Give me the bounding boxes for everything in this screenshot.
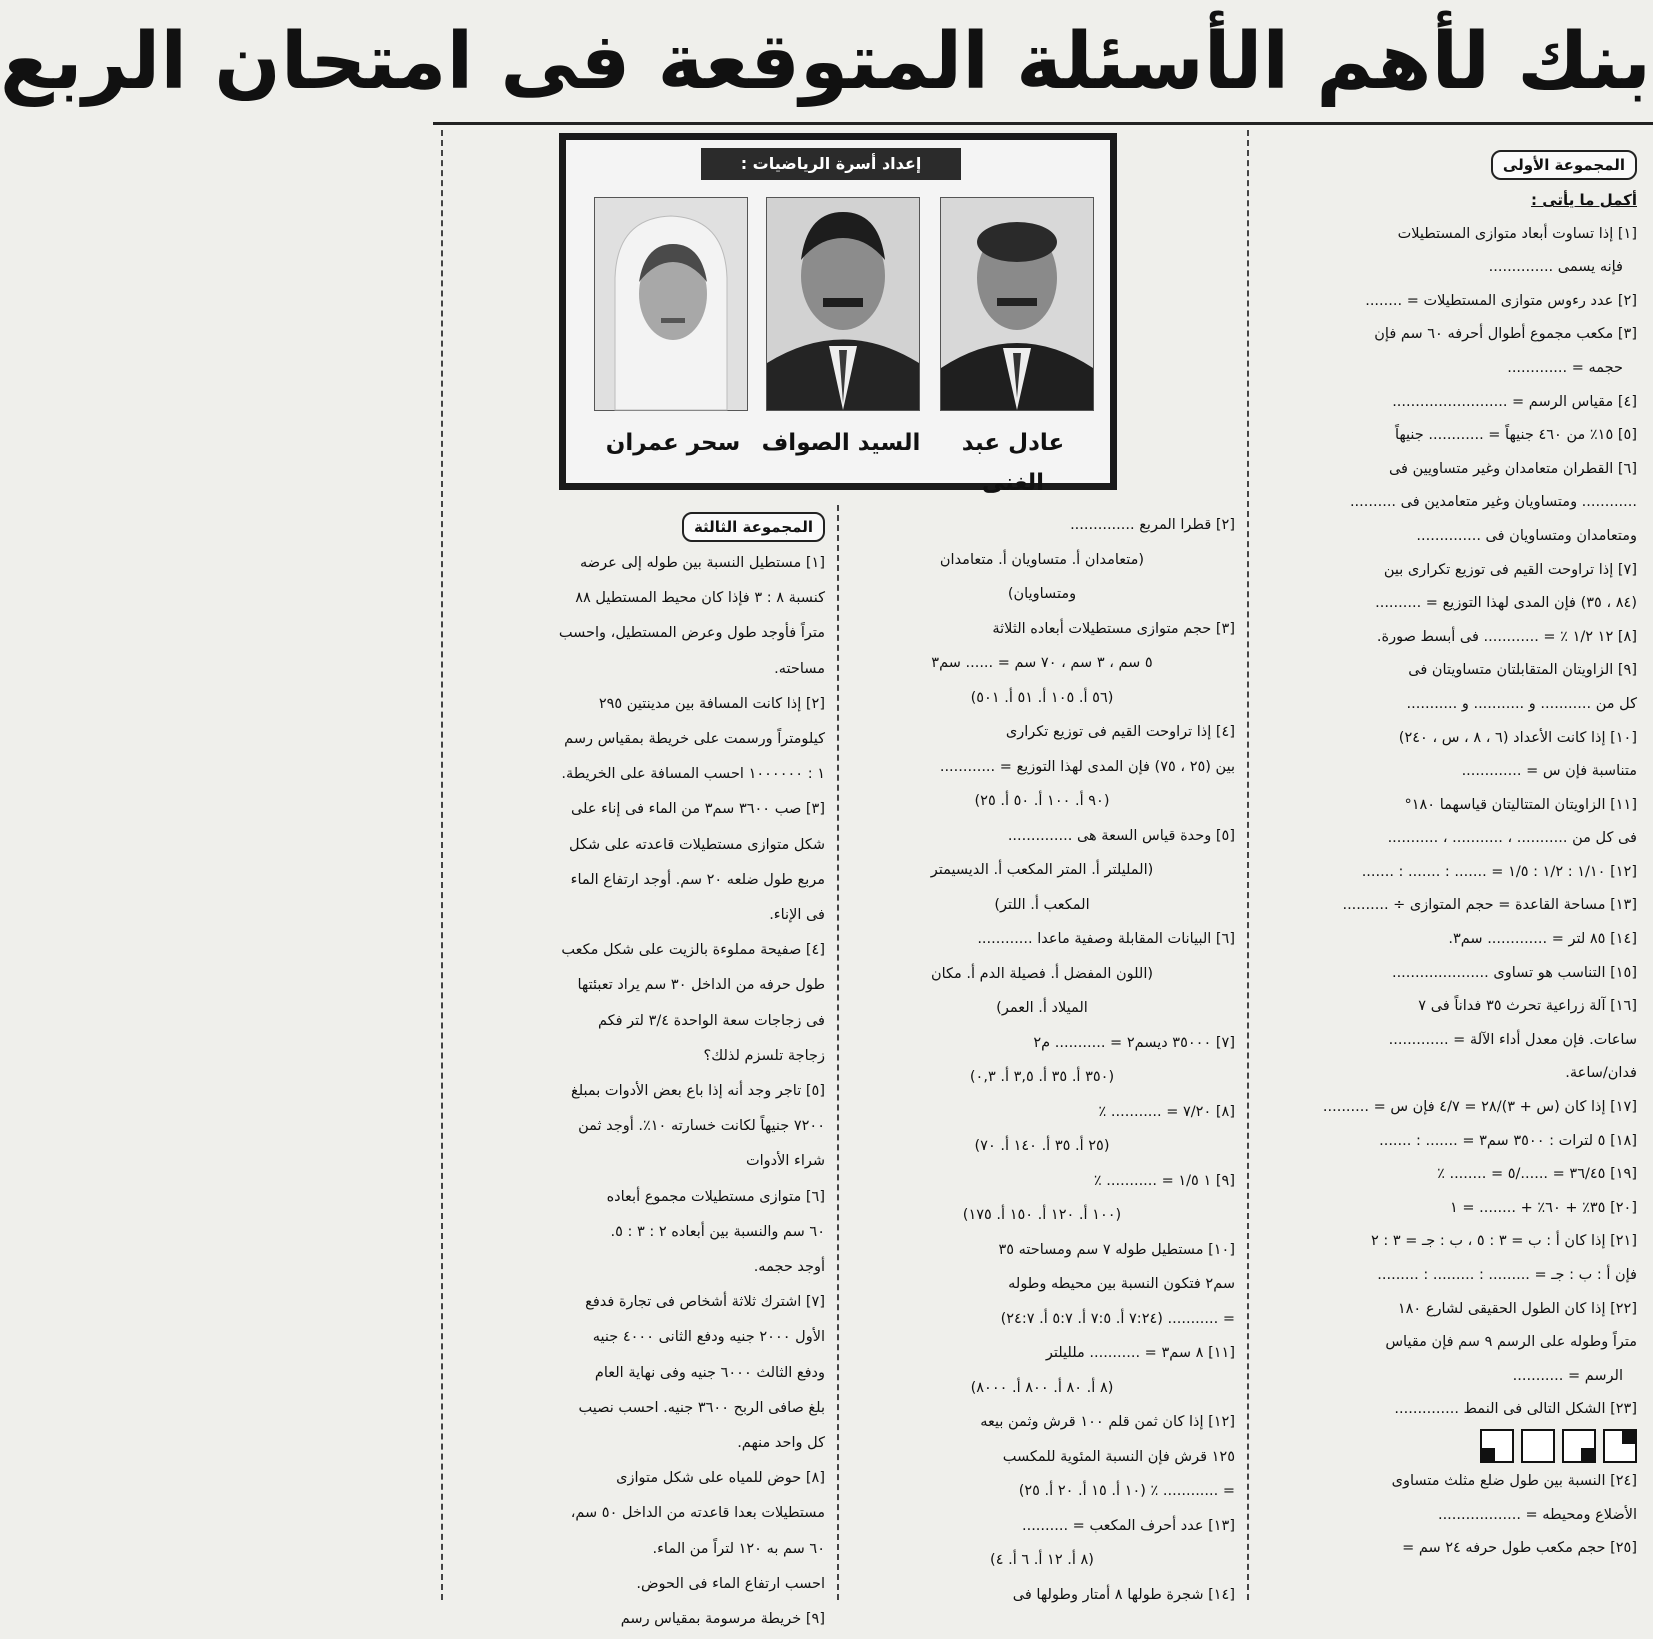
page-edge-divider bbox=[441, 130, 443, 1600]
question-line: = ........... (٧:٢٤ أ. ٧:٥ أ. ٥:٧ أ. ٢٤:٧) bbox=[1000, 1310, 1235, 1327]
question-line: [٦] البيانات المقابلة وصفية ماعدا ............ bbox=[977, 931, 1235, 947]
teacher-name-3: سحر عمران bbox=[605, 430, 741, 456]
question-line: الأول ٢٠٠٠ جنيه ودفع الثانى ٤٠٠٠ جنيه bbox=[592, 1329, 825, 1346]
question-line: [١٣] عدد أحرف المكعب = .......... bbox=[1021, 1517, 1235, 1534]
question-line: [١٧] إذا كان (س + ٣)/٢٨ = ٤/٧ فإن س = .......... bbox=[1322, 1099, 1637, 1116]
question-line: [١٠] مستطيل طوله ٧ سم ومساحته ٣٥ bbox=[998, 1241, 1235, 1258]
photo-teacher-3 bbox=[594, 197, 748, 411]
choices-line: (١٠٠ أ. ١٢٠ أ. ١٥٠ أ. ١٧٥) bbox=[962, 1207, 1122, 1223]
choices-line: (٥٦ أ. ١٠٥ أ. ٥١ أ. ٥٠١) bbox=[970, 689, 1114, 706]
question-line: ١ : ١٠٠٠٠٠٠ احسب المسافة على الخريطة. bbox=[561, 766, 825, 783]
question-line: ٥ سم ، ٣ سم ، ٧٠ سم = ...... سم٣ bbox=[931, 655, 1153, 671]
question-line: [٧] ٣٥٠٠٠ ديسم٢ = ........... م٢ bbox=[1033, 1034, 1235, 1051]
question-line: سم٢ فتكون النسبة بين محيطه وطوله bbox=[1008, 1276, 1235, 1292]
question-line: احسب ارتفاع الماء فى الحوض. bbox=[636, 1575, 825, 1592]
question-line: حجمه = ............. bbox=[1507, 359, 1623, 376]
question-line: فى زجاجات سعة الواحدة ٣/٤ لتر فكم bbox=[597, 1012, 825, 1029]
question-line: مساحته. bbox=[774, 660, 825, 677]
question-line: [١٢] ١/١٠ : ١/٢ : ١/٥ = ....... : ....... : ....... bbox=[1361, 863, 1637, 880]
question-line: [١٤] ٨٥ لتر = ............. سم٣. bbox=[1448, 931, 1637, 948]
question-line: [١٩] ٣٦/٤٥ = ....../٥ = ........ ٪ bbox=[1437, 1166, 1637, 1183]
choices-line: (٨ أ. ١٢ أ. ٦ أ. ٤) bbox=[990, 1552, 1094, 1568]
question-line: فى الإناء. bbox=[769, 907, 825, 924]
question-line: [١١] الزاويتان المتتاليتان قياسهما ١٨٠° bbox=[1404, 796, 1637, 813]
choices-line: (متعامدان أ. متساويان أ. متعامدان bbox=[939, 551, 1145, 568]
choices-line: ومتساويان) bbox=[1007, 586, 1077, 602]
question-line: [١٥] التناسب هو تساوى ..................... bbox=[1391, 964, 1637, 981]
man-portrait-icon bbox=[941, 198, 1093, 410]
question-line: [٢] قطرا المربع .............. bbox=[1070, 517, 1235, 533]
woman-portrait-icon bbox=[595, 198, 747, 410]
photo-teacher-1 bbox=[940, 197, 1094, 411]
question-line: [٢٣] الشكل التالى فى النمط .............. bbox=[1394, 1401, 1637, 1418]
choices-line: (٩٠ أ. ١٠٠ أ. ٥٠ أ. ٢٥) bbox=[974, 793, 1110, 809]
question-line: فى كل من ........... ، ........... ، ........... bbox=[1387, 830, 1637, 847]
question-line: مربع طول ضلعه ٢٠ سم. أوجد ارتفاع الماء bbox=[570, 871, 825, 888]
question-line: [٢٥] حجم مكعب طول حرفه ٢٤ سم = bbox=[1402, 1540, 1637, 1557]
question-line: ساعات. فإن معدل أداء الآلة = ............. bbox=[1388, 1031, 1637, 1048]
teacher-name-2: السيد الصواف bbox=[761, 430, 921, 456]
question-line: [١] إذا تساوت أبعاد متوازى المستطيلات bbox=[1397, 225, 1637, 242]
question-line: [٢٠] ٣٥٪ + ٦٠٪ + ........ = ١ bbox=[1449, 1199, 1637, 1216]
choices-line: (المليلتر أ. المتر المكعب أ. الديسيمتر bbox=[930, 862, 1154, 878]
question-line: كل من ........... و ........... و ........... bbox=[1406, 695, 1637, 712]
question-line: ............ ومتساويان وغير متعامدين فى .......... bbox=[1349, 494, 1637, 511]
question-line: [١٣] مساحة القاعدة = حجم المتوازى ÷ .......... bbox=[1342, 897, 1637, 914]
question-line: [٢] عدد رءوس متوازى المستطيلات = ........ bbox=[1365, 292, 1637, 309]
pattern-square-icon bbox=[1480, 1429, 1514, 1463]
group2-column bbox=[849, 510, 1235, 1614]
choices-line: المكعب أ. اللتر) bbox=[994, 896, 1090, 913]
question-line: [٨] ٧/٢٠ = ........... ٪ bbox=[1098, 1103, 1235, 1120]
question-line: = ............ ٪ (١٠ أ. ١٥ أ. ٢٠ أ. ٢٥) bbox=[1018, 1483, 1235, 1499]
question-line: أوجد حجمه. bbox=[753, 1259, 825, 1276]
question-line: [٣] صب ٣٦٠٠ سم٣ من الماء فى إناء على bbox=[570, 801, 825, 818]
question-line: [٥] وحدة قياس السعة هى .............. bbox=[1007, 827, 1235, 844]
question-line: [٧] إذا تراوحت القيم فى توزيع تكرارى بين bbox=[1383, 561, 1637, 578]
group1-title: المجموعة الأولى bbox=[1491, 150, 1637, 180]
question-line: [٤] صفيحة مملوءة بالزيت على شكل مكعب bbox=[561, 942, 825, 959]
column-divider-right bbox=[1247, 130, 1249, 1600]
headline-text: بنك لأهم الأسئلة المتوقعة فى امتحان الربع bbox=[0, 17, 1651, 107]
question-line: [٨] حوض للمياه على شكل متوازى bbox=[616, 1470, 825, 1487]
question-line: [٦] متوازى مستطيلات مجموع أبعاده bbox=[606, 1188, 825, 1205]
choices-line: (٢٥ أ. ٣٥ أ. ١٤٠ أ. ٧٠) bbox=[974, 1138, 1110, 1154]
question-line: بين (٢٥ ، ٧٥) فإن المدى لهذا التوزيع = ............ bbox=[939, 758, 1235, 775]
question-line: [١٤] شجرة طولها ٨ أمتار وطولها فى bbox=[1012, 1586, 1235, 1603]
question-line: كيلومتراً ورسمت على خريطة بمقياس رسم bbox=[564, 731, 825, 748]
question-line: [٩] ١ ١/٥ = ........... ٪ bbox=[1093, 1172, 1235, 1189]
question-line: بلغ صافى الربح ٣٦٠٠ جنيه. احسب نصيب bbox=[578, 1399, 825, 1416]
teacher-name-1: عادل عبد الغنى bbox=[961, 430, 1065, 496]
column-divider-left bbox=[837, 505, 839, 1600]
question-line: [٥] ١٥٪ من ٤٦٠ جنيهاً = ............ جنيهاً bbox=[1394, 427, 1637, 444]
choices-line: (٣٥٠ أ. ٣٥ أ. ٣,٥ أ. ٠,٣) bbox=[969, 1069, 1115, 1085]
question-line: [١٨] ٥ لترات : ٣٥٠٠ سم٣ = ....... : ....... bbox=[1379, 1132, 1637, 1149]
photo-teacher-2 bbox=[766, 197, 920, 411]
teachers-photo-box bbox=[559, 133, 1117, 496]
choices-line: الميلاد أ. العمر) bbox=[996, 1000, 1088, 1016]
man-portrait-icon bbox=[767, 198, 919, 410]
question-line: متناسبة فإن س = ............. bbox=[1461, 763, 1637, 780]
question-line: متراً فأوجد طول وعرض المستطيل، واحسب bbox=[558, 625, 825, 642]
question-line: [١١] ٨ سم٣ = ........... ملليلتر bbox=[1045, 1345, 1235, 1361]
pattern-square-icon bbox=[1562, 1429, 1596, 1463]
question-line: ٦٠ سم به ١٢٠ لتراً من الماء. bbox=[652, 1540, 825, 1557]
group3-title: المجموعة الثالثة bbox=[682, 512, 825, 542]
question-line: [١٠] إذا كانت الأعداد (٦ ، ٨ ، س ، ٢٤٠) bbox=[1398, 729, 1637, 746]
group1-instruction: أكمل ما يأتى : bbox=[1531, 191, 1637, 209]
question-line: [٨] ١٢ ١/٢ ٪ = ............ فى أبسط صورة. bbox=[1376, 628, 1637, 645]
question-line: شكل متوازى مستطيلات قاعدته على شكل bbox=[569, 836, 825, 853]
question-line: ومتعامدان ومتساويان فى .............. bbox=[1416, 527, 1637, 544]
question-line: [٧] اشترك ثلاثة أشخاص فى تجارة فدفع bbox=[585, 1294, 825, 1311]
question-line: [٩] الزاويتان المتقابلتان متساويتان فى bbox=[1408, 662, 1637, 679]
question-line: [٦] القطران متعامدان وغير متساويين فى bbox=[1388, 460, 1637, 477]
pattern-square-icon bbox=[1521, 1429, 1555, 1463]
question-line: (٨٤ ، ٣٥) فإن المدى لهذا التوزيع = .......... bbox=[1375, 595, 1637, 612]
question-line: [٢١] إذا كان أ : ب = ٣ : ٥ ، ب : جـ = ٣ : ٢ bbox=[1370, 1233, 1637, 1250]
pattern-square-icon bbox=[1603, 1429, 1637, 1463]
question-line: متراً وطوله على الرسم ٩ سم فإن مقياس bbox=[1385, 1334, 1637, 1351]
question-line: ٦٠ سم والنسبة بين أبعاده ٢ : ٣ : ٥. bbox=[610, 1223, 825, 1240]
choices-line: (اللون المفضل أ. فصيلة الدم أ. مكان bbox=[930, 965, 1154, 982]
question-line: [١] مستطيل النسبة بين طوله إلى عرضه bbox=[580, 555, 825, 571]
question-line: [٢٤] النسبة بين طول ضلع مثلث متساوى bbox=[1391, 1472, 1637, 1489]
question-line: فإن أ : ب : جـ = ......... : ......... : ......... bbox=[1377, 1267, 1637, 1283]
pattern-squares bbox=[1259, 1429, 1637, 1463]
question-line: شراء الأدوات bbox=[745, 1153, 825, 1170]
question-line: ودفع الثالث ٦٠٠٠ جنيه وفى نهاية العام bbox=[594, 1364, 825, 1381]
question-line: [٢٢] إذا كان الطول الحقيقى لشارع ١٨٠ bbox=[1397, 1300, 1637, 1317]
question-line: [٢] إذا كانت المسافة بين مدينتين ٢٩٥ bbox=[598, 695, 825, 712]
question-line: [٣] حجم متوازى مستطيلات أبعاده الثلاثة bbox=[992, 620, 1235, 637]
question-line: [٣] مكعب مجموع أطوال أحرفه ٦٠ سم فإن bbox=[1374, 326, 1637, 343]
question-line: مستطيلات بعدا قاعدته من الداخل ٥٠ سم، bbox=[570, 1505, 825, 1522]
question-line: الرسم = ........... bbox=[1512, 1367, 1623, 1384]
question-line: فإنه يسمى .............. bbox=[1488, 259, 1623, 276]
headline bbox=[0, 0, 1653, 125]
question-line: كنسبة ٨ : ٣ فإذا كان محيط المستطيل ٨٨ bbox=[575, 590, 825, 607]
question-line: [٩] خريطة مرسومة بمقياس رسم bbox=[620, 1611, 825, 1628]
credit-label: إعداد أسرة الرياضيات : bbox=[701, 148, 961, 180]
question-line: [٥] تاجر وجد أنه إذا باع بعض الأدوات بمبلغ bbox=[571, 1083, 825, 1100]
group3-column bbox=[451, 512, 825, 1639]
question-line: [١٦] آلة زراعية تحرث ٣٥ فداناً فى ٧ bbox=[1418, 998, 1637, 1015]
choices-line: (٨ أ. ٨٠ أ. ٨٠٠ أ. ٨٠٠٠) bbox=[970, 1379, 1114, 1396]
question-line: طول حرفه من الداخل ٣٠ سم يراد تعبئتها bbox=[577, 977, 825, 994]
question-line: زجاجة تلسزم لذلك؟ bbox=[703, 1047, 825, 1064]
question-line: [١٢] إذا كان ثمن قلم ١٠٠ قرش وثمن بيعه bbox=[980, 1414, 1235, 1430]
question-line: ٧٢٠٠ جنيهاً لكانت خسارته ١٠٪. أوجد ثمن bbox=[578, 1118, 825, 1135]
question-line: كل واحد منهم. bbox=[737, 1435, 825, 1452]
question-line: فدان/ساعة. bbox=[1565, 1065, 1637, 1082]
group1-column bbox=[1259, 150, 1637, 1568]
question-line: [٤] مقياس الرسم = ......................... bbox=[1392, 393, 1637, 410]
question-line: [٤] إذا تراوحت القيم فى توزيع تكرارى bbox=[1005, 724, 1235, 740]
headline-rule bbox=[433, 122, 1653, 125]
question-line: الأضلاع ومحيطه = .................. bbox=[1437, 1506, 1637, 1523]
question-line: ١٢٥ قرش فإن النسبة المئوية للمكسب bbox=[1002, 1448, 1235, 1465]
